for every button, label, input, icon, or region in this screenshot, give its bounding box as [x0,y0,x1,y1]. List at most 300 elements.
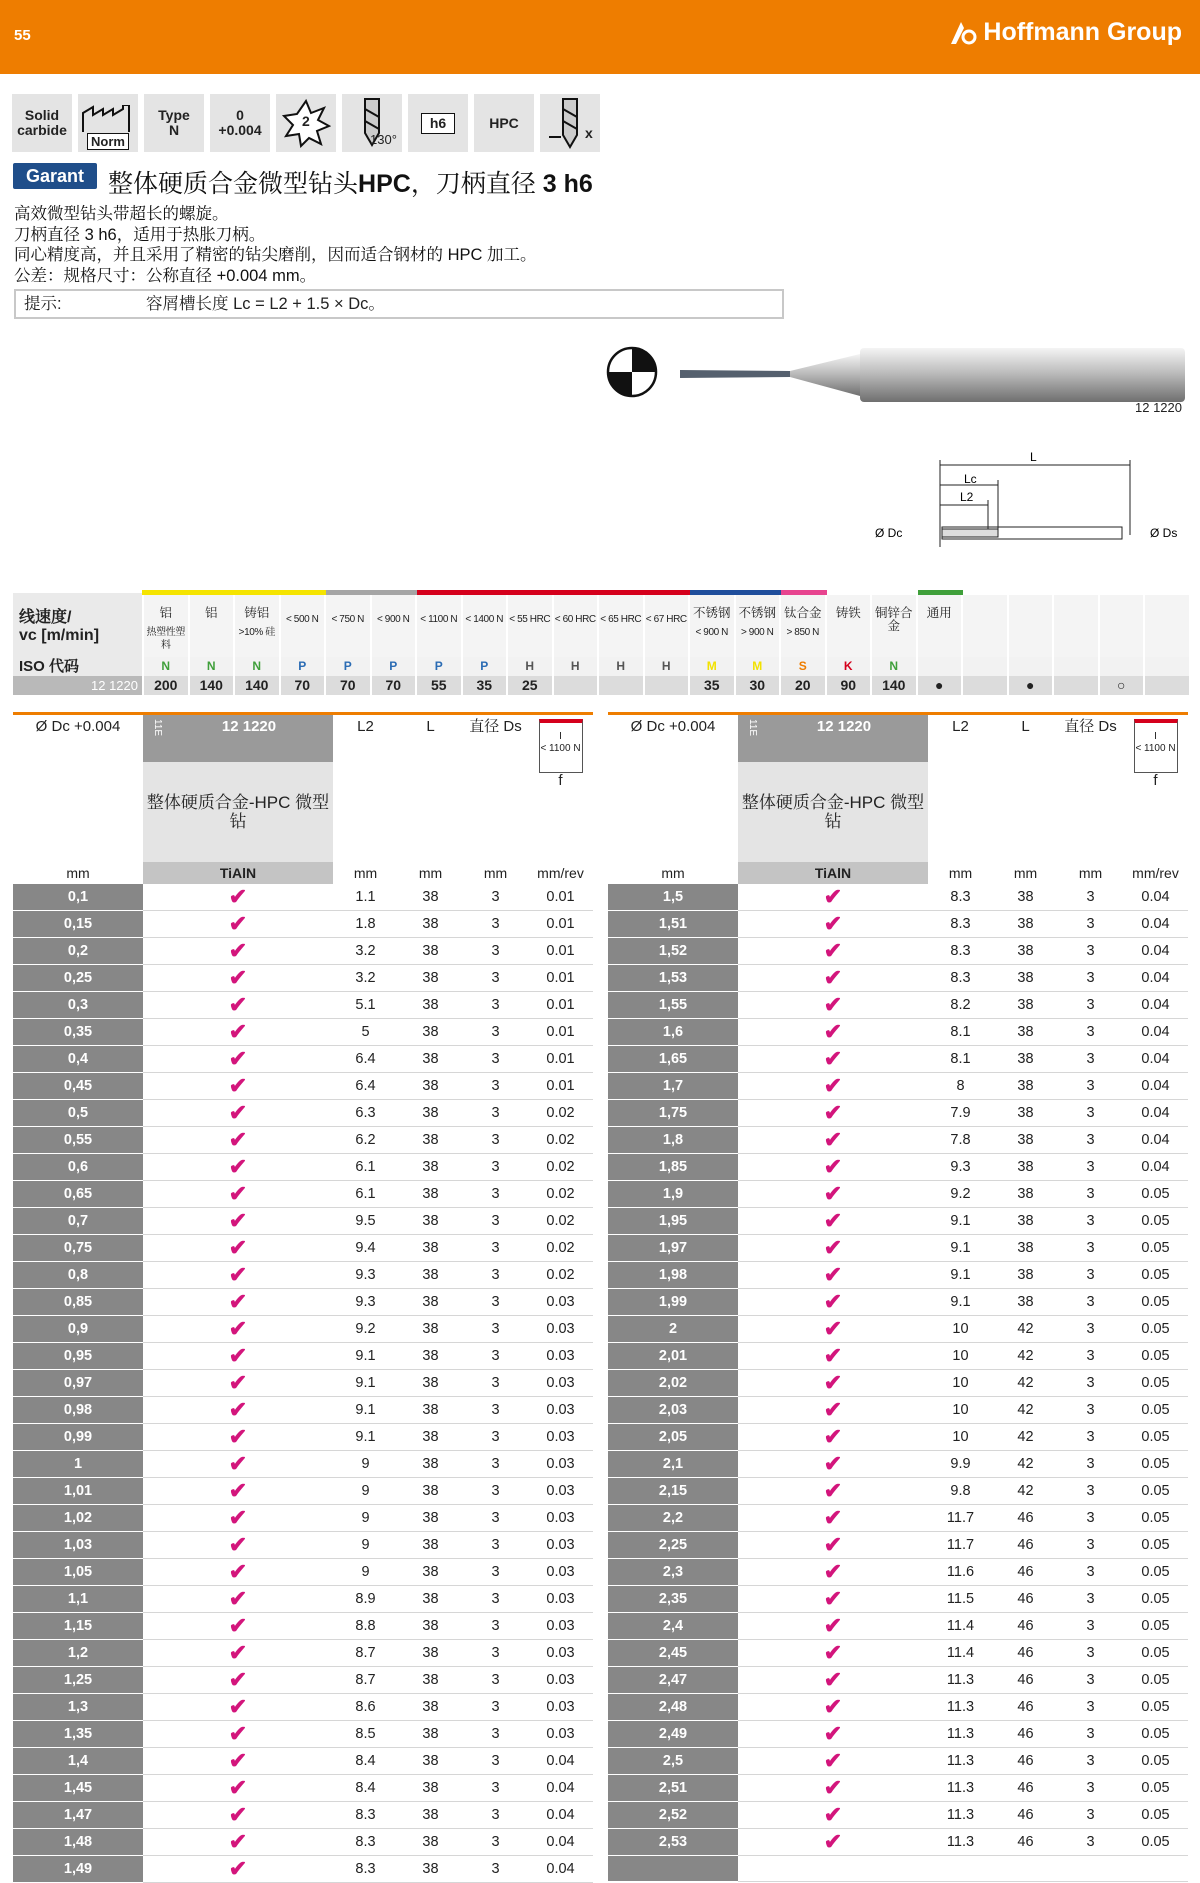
iso-code: P [280,657,326,676]
type-label: Type N [158,107,190,138]
l-cell: 38 [398,1072,463,1099]
table-row[interactable] [13,910,593,937]
l2-cell: 9.3 [333,1261,398,1288]
l-cell: 38 [398,1180,463,1207]
ds-cell: 3 [463,1828,528,1855]
ds-cell: 3 [1058,1018,1123,1045]
table-row[interactable] [13,1072,593,1099]
table-row[interactable] [608,1639,1188,1666]
empty-cell [738,1855,928,1881]
ds-cell: 3 [463,1018,528,1045]
feed-cell: 0.05 [1123,1720,1188,1747]
feed-cell: 0.04 [528,1855,593,1882]
flutes-badge [276,94,336,152]
title-pre: 整体硬质合金微型钻头 [108,170,359,198]
table-row[interactable] [608,1396,1188,1423]
table-row[interactable] [13,1423,593,1450]
table-row[interactable] [13,1099,593,1126]
table-row[interactable] [608,1153,1188,1180]
feed-cell: 0.01 [528,1072,593,1099]
diameter-cell: 2,53 [608,1828,738,1855]
cutting-speed: 200 [143,676,189,695]
availability-check-icon: ✔ [143,1180,333,1207]
ds-cell: 3 [463,1315,528,1342]
spacer [608,762,738,862]
table-row[interactable] [608,1261,1188,1288]
availability-check-icon: ✔ [143,884,333,911]
table-row[interactable] [13,1126,593,1153]
art-label: 12 1220 [13,676,143,695]
availability-check-icon: ✔ [738,1207,928,1234]
feed-cell: 0.05 [1123,1450,1188,1477]
product-name: 整体硬质合金-HPC 微型钻 [738,762,928,862]
unit-label: mm [948,864,973,881]
table-row[interactable] [13,1693,593,1720]
cutting-speed: 140 [871,676,917,695]
feed-cell: 0.01 [528,991,593,1018]
diameter-cell: 2,35 [608,1585,738,1612]
table-row[interactable] [13,1720,593,1747]
ds-cell: 3 [1058,937,1123,964]
cutting-speed: ● [1008,676,1054,695]
table-row[interactable] [13,1153,593,1180]
drill-product-image [600,340,1190,426]
material-spec: < 1100 N [420,614,458,625]
l2-cell: 9.1 [928,1261,993,1288]
diameter-cell: 2 [608,1315,738,1342]
table-row[interactable] [13,1612,593,1639]
l-cell: 38 [993,1045,1058,1072]
table-row[interactable] [608,1531,1188,1558]
table-row[interactable] [608,884,1188,911]
l-cell: 38 [398,1450,463,1477]
table-row[interactable] [13,1855,593,1882]
table-row[interactable] [608,1315,1188,1342]
table-row[interactable] [13,1747,593,1774]
feed-cell: 0.05 [1123,1558,1188,1585]
l2-cell: 11.3 [928,1666,993,1693]
dim-L: L [1030,450,1037,464]
feed-cell: 0.02 [528,1207,593,1234]
availability-check-icon: ✔ [143,1450,333,1477]
table-row[interactable] [13,1450,593,1477]
steel-icon: I < 1100 N [1134,719,1178,773]
diameter-cell: 0,45 [13,1072,143,1099]
l-cell: 46 [993,1801,1058,1828]
l2-cell: 8.8 [333,1612,398,1639]
material-header [735,593,781,657]
table-row[interactable] [13,1531,593,1558]
note-box [14,289,784,319]
availability-check-icon: ✔ [738,1153,928,1180]
l-cell: 38 [398,1639,463,1666]
table-row[interactable] [13,1234,593,1261]
table-row[interactable] [608,937,1188,964]
l2-cell: 10 [928,1396,993,1423]
diameter-cell: 0,98 [13,1396,143,1423]
material-name: 铝 [204,606,218,620]
unit-label: mm [66,864,90,881]
article-code: 12 1220 [221,718,277,735]
availability-check-icon: ✔ [738,1018,928,1045]
table-row[interactable] [608,1801,1188,1828]
availability-check-icon: ✔ [738,1666,928,1693]
table-row[interactable] [608,1612,1188,1639]
product-name: 整体硬质合金-HPC 微型钻 [143,762,333,862]
diameter-cell: 2,49 [608,1720,738,1747]
table-row[interactable] [13,1666,593,1693]
point-angle-badge [342,94,402,152]
table-row[interactable] [608,1828,1188,1855]
l-cell: 38 [398,1477,463,1504]
l-cell: 38 [398,884,463,911]
feed-cell: 0.02 [528,1153,593,1180]
l2-cell: 9.1 [333,1396,398,1423]
material-header [1099,593,1145,657]
diameter-cell: 1,3 [13,1693,143,1720]
availability-check-icon: ✔ [143,1531,333,1558]
ds-cell: 3 [1058,1774,1123,1801]
table-row[interactable] [13,1261,593,1288]
availability-check-icon: ✔ [143,1855,333,1882]
l-cell: 42 [993,1369,1058,1396]
diameter-cell: 1,8 [608,1126,738,1153]
table-row[interactable] [13,1207,593,1234]
availability-check-icon: ✔ [738,1477,928,1504]
table-row[interactable] [608,1720,1188,1747]
availability-check-icon: ✔ [143,1477,333,1504]
cutting-speed [962,676,1008,695]
feed-cell: 0.04 [528,1801,593,1828]
l2-cell: 11.4 [928,1639,993,1666]
spacer [993,762,1058,862]
ds-cell: 3 [463,1342,528,1369]
l-cell: 38 [398,1126,463,1153]
material-header [507,593,553,657]
table-row[interactable] [608,991,1188,1018]
product-table-right [608,712,1188,1882]
availability-check-icon: ✔ [143,964,333,991]
l2-cell: 11.5 [928,1585,993,1612]
diameter-cell: 2,5 [608,1747,738,1774]
ds-cell: 3 [1058,1126,1123,1153]
ds-cell: 3 [1058,1099,1123,1126]
l-cell: 38 [398,1720,463,1747]
availability-check-icon: ✔ [143,1693,333,1720]
unit-label: mm/rev [1132,864,1179,881]
diameter-cell: 1,35 [13,1720,143,1747]
availability-check-icon: ✔ [143,1207,333,1234]
l-cell: 38 [993,1072,1058,1099]
table-row[interactable] [608,1045,1188,1072]
diameter-cell: 1,97 [608,1234,738,1261]
desc-line: 公差：规格尺寸：公称直径 +0.004 mm。 [14,266,317,285]
dim-Dc: Ø Dc [875,526,903,540]
table-row[interactable] [608,1423,1188,1450]
feed-cell: 0.03 [528,1693,593,1720]
availability-check-icon: ✔ [738,991,928,1018]
table-row[interactable] [608,1207,1188,1234]
desc-line: 同心精度高，并且采用了精密的钻尖磨削，因而适合钢材的 HPC 加工。 [14,246,537,264]
diameter-cell: 1,01 [13,1477,143,1504]
l2-cell: 8.4 [333,1747,398,1774]
dc-header: Ø Dc +0.004 [608,714,738,762]
table-row[interactable] [608,1288,1188,1315]
table-row[interactable] [608,1558,1188,1585]
feed-cell: 0.03 [528,1666,593,1693]
ds-cell: 3 [463,910,528,937]
table-row[interactable] [608,1747,1188,1774]
material-spec: > 850 N [786,627,819,638]
material-spec: < 1400 N [465,614,504,625]
availability-check-icon: ✔ [143,1315,333,1342]
table-row[interactable] [13,1774,593,1801]
availability-check-icon: ✔ [738,1288,928,1315]
iso-code: H [553,657,599,676]
cutting-speed [598,676,644,695]
ds-cell: 3 [1058,1612,1123,1639]
availability-check-icon: ✔ [738,1261,928,1288]
diameter-cell: 1,02 [13,1504,143,1531]
iso-code [1008,657,1054,676]
table-row[interactable] [608,1477,1188,1504]
table-row[interactable] [13,1018,593,1045]
table-row[interactable] [13,1369,593,1396]
ds-cell: 3 [1058,964,1123,991]
table-row[interactable] [13,884,593,911]
material-spec: < 60 HRC [554,614,596,625]
table-row[interactable] [608,1126,1188,1153]
table-row[interactable] [608,1180,1188,1207]
ds-cell: 3 [1058,1234,1123,1261]
l-cell: 38 [398,937,463,964]
availability-check-icon: ✔ [143,1423,333,1450]
ds-cell: 3 [1058,1369,1123,1396]
spacer [398,762,463,862]
diameter-cell: 1,47 [13,1801,143,1828]
iso-code [1099,657,1145,676]
table-row[interactable] [608,1072,1188,1099]
material-header [371,593,417,657]
unit-label: mm [661,864,685,881]
table-row[interactable] [13,937,593,964]
feed-cell: 0.05 [1123,1504,1188,1531]
feed-cell: 0.02 [528,1099,593,1126]
ds-cell: 3 [1058,1585,1123,1612]
l2-cell: 11.3 [928,1801,993,1828]
iso-code [1144,657,1190,676]
table-row[interactable] [608,1693,1188,1720]
table-row[interactable] [13,1828,593,1855]
table-row[interactable] [608,1504,1188,1531]
iso-code: P [462,657,508,676]
ds-cell: 3 [1058,910,1123,937]
table-row[interactable] [13,1585,593,1612]
iso-code: N [189,657,235,676]
feed-cell: 0.03 [528,1504,593,1531]
table-row[interactable] [13,1477,593,1504]
diameter-cell: 2,25 [608,1531,738,1558]
cutting-speed: 70 [325,676,371,695]
material-name: 铸铝 [244,606,270,620]
l-cell: 38 [398,1531,463,1558]
unit-label: mm [1013,864,1038,881]
l-cell: 38 [398,1585,463,1612]
table-row[interactable] [13,1288,593,1315]
table-row[interactable] [608,1018,1188,1045]
l-cell: 46 [993,1531,1058,1558]
l-cell: 38 [398,1099,463,1126]
material-header [234,593,280,657]
l-cell: 38 [398,910,463,937]
table-row[interactable] [13,991,593,1018]
drill-coolant-icon [545,97,595,149]
availability-check-icon: ✔ [143,1639,333,1666]
table-row[interactable] [13,1315,593,1342]
ds-cell: 3 [1058,1828,1123,1855]
feed-cell: 0.04 [1123,1153,1188,1180]
table-row[interactable] [13,964,593,991]
feed-cell: 0.04 [528,1828,593,1855]
table-row[interactable] [13,1639,593,1666]
iso-code: H [644,657,690,676]
feed-cell: 0.05 [1123,1801,1188,1828]
diameter-cell: 0,5 [13,1099,143,1126]
table-row[interactable] [13,1801,593,1828]
availability-check-icon: ✔ [143,1099,333,1126]
l2-header: L2 [333,714,398,762]
l2-cell: 9.3 [333,1288,398,1315]
feed-cell: 0.02 [528,1126,593,1153]
tolerance-label: 0 +0.004 [218,107,262,138]
feed-cell: 0.05 [1123,1315,1188,1342]
l-cell: 38 [398,1747,463,1774]
table-row[interactable] [608,1774,1188,1801]
l-cell: 46 [993,1504,1058,1531]
material-header [780,593,826,657]
availability-check-icon: ✔ [143,1828,333,1855]
table-row[interactable] [608,1099,1188,1126]
table-row[interactable] [608,1450,1188,1477]
feed-cell: 0.01 [528,1018,593,1045]
material-name: 通用 [926,606,952,620]
table-row[interactable] [13,1396,593,1423]
l2-cell: 11.6 [928,1558,993,1585]
feed-cell: 0.03 [528,1342,593,1369]
cutting-data-table [13,590,1191,695]
l-cell: 46 [993,1774,1058,1801]
availability-check-icon: ✔ [143,1153,333,1180]
table-row[interactable] [13,1342,593,1369]
hoffmann-logo-icon [947,20,977,46]
unit-label: mm [1078,864,1103,881]
ds-cell: 3 [1058,1045,1123,1072]
norm-badge [78,94,138,152]
l-cell: 38 [398,1288,463,1315]
cutting-speed [1053,676,1099,695]
ds-cell: 3 [463,1774,528,1801]
l-cell: 38 [398,1153,463,1180]
brand-logo[interactable] [947,18,1182,47]
table-row[interactable] [608,1342,1188,1369]
l-cell: 38 [993,910,1058,937]
l-cell: 38 [398,1207,463,1234]
availability-check-icon: ✔ [738,1774,928,1801]
feed-label: f [558,772,563,789]
table-row[interactable] [13,1504,593,1531]
availability-check-icon: ✔ [738,1423,928,1450]
l2-cell: 11.3 [928,1828,993,1855]
material-spec: < 750 N [331,614,364,625]
diameter-cell: 2,2 [608,1504,738,1531]
table-row[interactable] [13,1045,593,1072]
l2-cell: 8.3 [333,1855,398,1882]
l2-cell: 8.6 [333,1693,398,1720]
l2-cell: 9.8 [928,1477,993,1504]
ds-cell: 3 [463,1153,528,1180]
cutting-speed: 20 [780,676,826,695]
ds-cell: 3 [463,1477,528,1504]
availability-check-icon: ✔ [143,1369,333,1396]
l-cell: 38 [993,964,1058,991]
table-row[interactable] [608,1666,1188,1693]
dim-L2: L2 [960,490,974,504]
feed-cell: 0.05 [1123,1639,1188,1666]
material-header [1008,593,1054,657]
diameter-cell: 0,2 [13,937,143,964]
material-header [871,593,917,657]
ds-cell: 3 [463,937,528,964]
l-cell: 38 [993,1234,1058,1261]
steel-icon: I < 1100 N [539,719,583,773]
availability-check-icon: ✔ [143,1126,333,1153]
ds-cell: 3 [463,1126,528,1153]
table-row[interactable] [608,1369,1188,1396]
table-row[interactable] [608,1234,1188,1261]
material-spec: 热塑性塑料 [146,627,185,651]
feed-cell: 0.04 [1123,991,1188,1018]
diameter-cell: 1,45 [13,1774,143,1801]
availability-check-icon: ✔ [143,1396,333,1423]
table-row[interactable] [13,1558,593,1585]
ds-cell: 3 [1058,1261,1123,1288]
ds-cell: 3 [463,1855,528,1882]
spacer [333,762,398,862]
l2-cell: 9.3 [928,1153,993,1180]
feed-cell: 0.01 [528,884,593,911]
ds-cell: 3 [1058,1801,1123,1828]
feed-cell: 0.05 [1123,1369,1188,1396]
table-row[interactable] [608,910,1188,937]
table-row[interactable] [608,1585,1188,1612]
code-label: 11E [152,719,163,737]
l2-cell: 9.4 [333,1234,398,1261]
empty-cell [993,1855,1058,1881]
ds-cell: 3 [1058,1531,1123,1558]
table-row[interactable] [13,1180,593,1207]
table-row[interactable] [608,964,1188,991]
diameter-cell: 1 [13,1450,143,1477]
l2-cell: 8.3 [333,1801,398,1828]
availability-check-icon: ✔ [738,1720,928,1747]
ds-cell: 3 [463,1801,528,1828]
garant-brand: Garant [13,163,97,189]
force-label: < 1100 N [1135,743,1176,754]
note-label: 提示: [24,295,62,313]
l-cell: 38 [398,991,463,1018]
l2-cell: 11.3 [928,1720,993,1747]
material-spec: < 67 HRC [645,614,687,625]
